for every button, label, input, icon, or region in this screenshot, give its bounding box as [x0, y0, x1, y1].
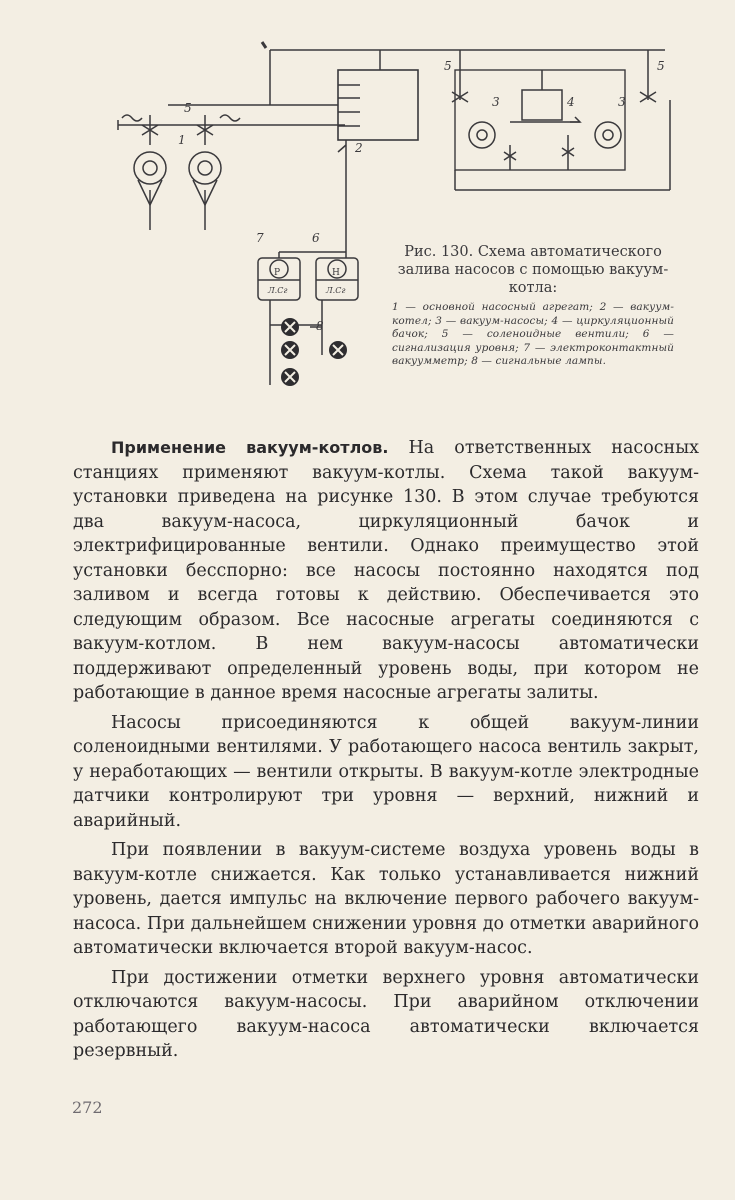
svg-text:5: 5 — [657, 59, 665, 73]
figure-caption — [392, 243, 674, 369]
svg-text:3: 3 — [492, 95, 500, 109]
svg-text:P: P — [274, 268, 281, 278]
paragraph-3: При появлении в вакуум-системе воздуха уровень воды в вакуум-котле снижается. Как только устанавливается нижний уровень, дается импульс на включение первого рабочего вакуум-насоса. При дальнейшем снижении уровня до отметки аварийного автоматически включается второй вакуум-насос. — [73, 840, 699, 958]
svg-text:H: H — [332, 268, 340, 278]
paragraph-2: Насосы присоединяются к общей вакуум-линии соленоидными вентилями. У работающего насоса вентиль закрыт, у неработающих — вентили открыты. В вакуум-котле электродные датчики контролируют три уровня — верхний, нижний и аварийный. — [73, 712, 699, 831]
page-number: 272 — [72, 1098, 103, 1117]
vacuum-pump-left — [469, 122, 495, 148]
paragraph-1 — [73, 436, 699, 706]
paragraph-1-rest: На ответственных насосных станциях применяют вакуум-котлы. Схема такой вакуум-установки приведена на рисунке 130. В этом случае требуются два вакуум-насоса, циркуляционный бачок и электрифицированные вентили. Однако преимущество этой установки бесспорно: все насосы постоянно находятся под заливом и всегда готовы к действию. Обеспечивается это следующим образом. Все насосные агрегаты соединяются с вакуум-котлом. В нем вакуум-насосы автоматически поддерживают определенный уровень воды, при котором не работающие в данное время насосные агрегаты залиты. — [73, 438, 699, 703]
circulation-tank — [522, 90, 562, 120]
body-text — [73, 436, 699, 1069]
svg-text:7: 7 — [256, 231, 264, 245]
paragraph-lead: Применение вакуум-котлов. — [111, 438, 389, 457]
caption-title: Рис. 130. Схема автоматического залива насосов с помощью вакуум-котла: — [397, 244, 669, 296]
svg-text:8: 8 — [316, 319, 324, 333]
svg-text:4: 4 — [567, 95, 575, 109]
svg-text:5: 5 — [444, 59, 452, 73]
svg-text:6: 6 — [312, 231, 320, 245]
svg-text:2: 2 — [355, 141, 363, 155]
svg-text:1: 1 — [178, 133, 186, 147]
svg-text:Л.Сг: Л.Сг — [268, 286, 288, 295]
svg-text:3: 3 — [618, 95, 626, 109]
paragraph-4: При достижении отметки верхнего уровня автоматически отключаются вакуум-насосы. При аварийном отключении работающего вакуум-насоса автоматически включается резервный. — [73, 967, 699, 1061]
vacuum-boiler — [338, 70, 418, 140]
main-pump-unit-right — [189, 115, 221, 230]
main-pump-unit-left — [134, 115, 166, 230]
svg-text:Л.Сг: Л.Сг — [326, 286, 346, 295]
caption-legend: 1 — основной насосный агрегат; 2 — вакуум-котел; 3 — вакуум-насосы; 4 — циркуляционный бачок; 5 — соленоидные вентили; 6 — сигнализация уровня; 7 — электроконтактный вакуумметр; 8 — сигнальные лампы. — [392, 301, 674, 367]
svg-text:5: 5 — [184, 101, 192, 115]
vacuum-pump-right — [595, 122, 621, 148]
